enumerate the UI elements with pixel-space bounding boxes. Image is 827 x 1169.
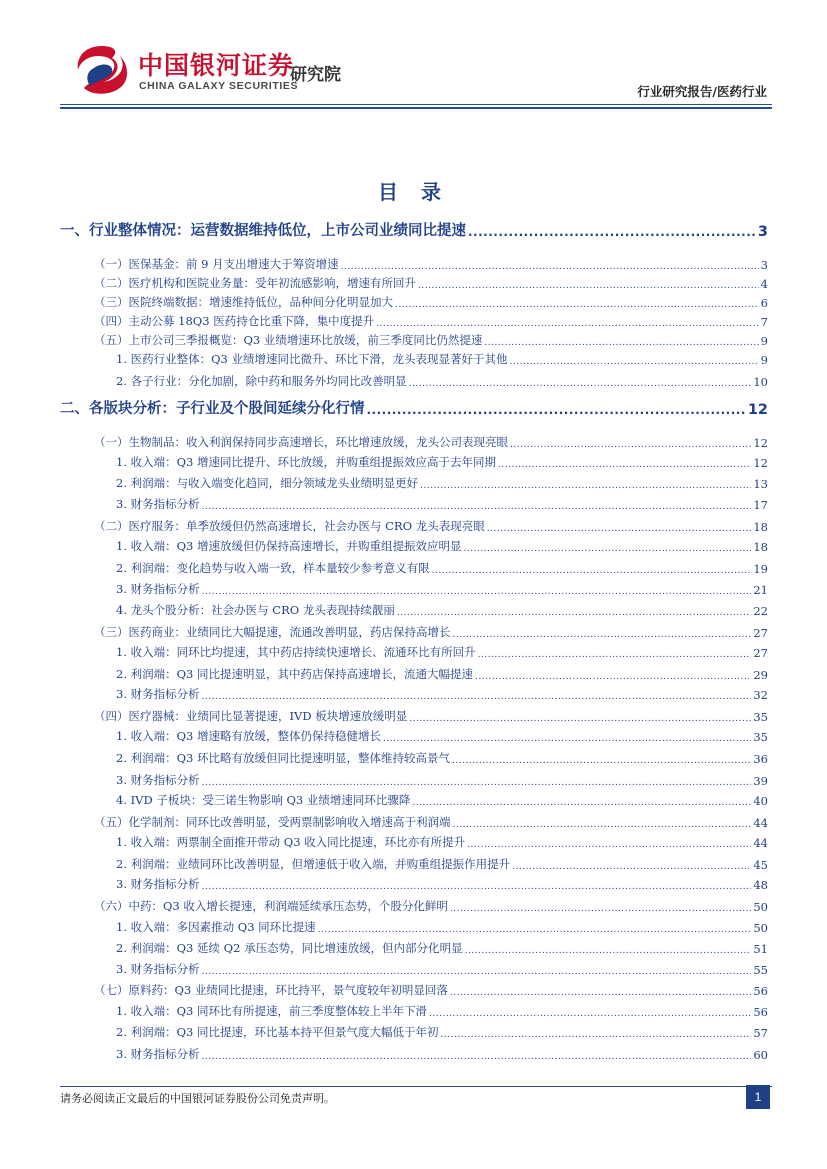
toc-entry-page: 50 xyxy=(753,900,768,914)
toc-entry-page: 3 xyxy=(757,224,768,240)
toc-entry-page: 27 xyxy=(753,646,768,660)
toc-entry-text: （三）医药商业：业绩同比大幅提速，流通改善明显，药店保持高增长 xyxy=(94,625,451,639)
toc-entry[interactable] xyxy=(60,328,768,348)
toc-leader-dots xyxy=(510,440,751,450)
toc-entry[interactable] xyxy=(60,577,768,597)
toc-entry-text: 3. 财务指标分析 xyxy=(116,687,200,701)
toc-entry-page: 9 xyxy=(760,334,768,348)
toc-entry[interactable] xyxy=(60,978,768,998)
toc-entry-text: 2. 利润端：变化趋势与收入端一致，样本量较少参考意义有限 xyxy=(116,561,430,575)
toc-entry-text: 2. 利润端：Q3 同比提速，环比基本持平但景气度大幅低于年初 xyxy=(116,1025,439,1039)
toc-entry-text: 2. 利润端：业绩同环比改善明显，但增速低于收入端，并购重组提振作用提升 xyxy=(116,857,511,871)
toc-entry[interactable] xyxy=(60,471,768,491)
toc-entry[interactable] xyxy=(60,999,768,1019)
toc-entry-page: 10 xyxy=(753,375,768,389)
toc-leader-dots xyxy=(475,672,751,682)
toc-entry-page: 50 xyxy=(753,921,768,935)
toc-leader-dots xyxy=(478,650,752,660)
toc-entry[interactable] xyxy=(60,534,768,554)
toc-entry-text: 1. 收入端：Q3 同环比有所提速，前三季度整体较上半年下滑 xyxy=(116,1004,428,1018)
toc-leader-dots xyxy=(441,1030,752,1040)
toc-entry[interactable] xyxy=(60,492,768,512)
toc-entry-page: 57 xyxy=(753,1026,768,1040)
toc-entry-page: 51 xyxy=(753,942,768,956)
toc-entry-text: （四）医疗器械：业绩同比显著提速，IVD 板块增速放缓明显 xyxy=(94,709,408,723)
toc-entry-page: 60 xyxy=(753,1048,768,1062)
toc-entry-page: 48 xyxy=(753,878,768,892)
toc-entry[interactable] xyxy=(60,872,768,892)
toc-entry[interactable] xyxy=(60,957,768,977)
toc-entry[interactable] xyxy=(60,936,768,956)
toc-entry-text: （五）上市公司三季报概览：Q3 业绩增速环比放缓，前三季度同比仍然提速 xyxy=(94,333,483,347)
toc-leader-dots xyxy=(367,402,746,418)
toc-entry[interactable] xyxy=(60,1042,768,1062)
toc-entry-page: 27 xyxy=(753,626,768,640)
toc-entry[interactable] xyxy=(60,788,768,808)
toc-entry-text: 1. 收入端：同环比均提速，其中药店持续快速增长、流通环比有所回升 xyxy=(116,645,476,659)
toc-entry[interactable] xyxy=(60,290,768,310)
toc-entry[interactable] xyxy=(60,430,768,450)
toc-entry[interactable] xyxy=(60,598,768,618)
toc-entry-text: 1. 医药行业整体：Q3 业绩增速同比微升、环比下滑，龙头表现显著好于其他 xyxy=(116,352,508,366)
institute-label: 研究院 xyxy=(290,65,341,85)
toc-entry-text: （一）生物制品：收入利润保持同步高速增长，环比增速放缓，龙头公司表现亮眼 xyxy=(94,435,508,449)
toc-entry-text: 3. 财务指标分析 xyxy=(116,1047,200,1061)
toc-entry-page: 45 xyxy=(753,858,768,872)
toc-leader-dots xyxy=(202,1052,752,1062)
toc-entry[interactable] xyxy=(60,450,768,470)
toc-entry-text: 3. 财务指标分析 xyxy=(116,962,200,976)
toc-leader-dots xyxy=(202,778,752,788)
toc-entry-page: 44 xyxy=(753,816,768,830)
header-rule xyxy=(60,104,772,105)
toc-entry[interactable] xyxy=(60,768,768,788)
toc-leader-dots xyxy=(465,946,752,956)
toc-leader-dots xyxy=(467,840,751,850)
toc-entry-text: 4. IVD 子板块：受三诺生物影响 Q3 业绩增速同环比骤降 xyxy=(116,793,411,807)
toc-entry[interactable] xyxy=(60,704,768,724)
toc-entry-text: 3. 财务指标分析 xyxy=(116,773,200,787)
toc-entry-text: 1. 收入端：Q3 增速放缓但仍保持高速增长，并购重组提振效应明显 xyxy=(116,539,462,553)
toc-entry-page: 6 xyxy=(760,296,768,310)
toc-leader-dots xyxy=(383,734,751,744)
toc-entry-text: （七）原料药：Q3 业绩同比提速，环比持平，景气度较年初明显回落 xyxy=(94,983,448,997)
toc-leader-dots xyxy=(512,862,751,872)
toc-leader-dots xyxy=(202,692,752,702)
toc-entry-text: （一）医保基金：前 9 月支出增速大于筹资增速 xyxy=(94,257,339,271)
toc-entry[interactable] xyxy=(60,810,768,830)
toc-entry[interactable] xyxy=(60,724,768,744)
toc-entry-text: 1. 收入端：Q3 增速略有放缓，整体仍保持稳健增长 xyxy=(116,729,382,743)
toc-entry-page: 12 xyxy=(753,436,768,450)
toc-entry-page: 17 xyxy=(753,498,768,512)
toc-entry[interactable] xyxy=(60,640,768,660)
toc-leader-dots xyxy=(510,357,759,367)
toc-entry-page: 22 xyxy=(753,604,768,618)
toc-entry[interactable] xyxy=(60,398,768,418)
toc-leader-dots xyxy=(468,224,756,240)
toc-entry-text: 2. 利润端：Q3 同比提速明显，其中药店保持高速增长，流通大幅提速 xyxy=(116,667,474,681)
toc-entry-page: 39 xyxy=(753,774,768,788)
toc-entry[interactable] xyxy=(60,220,768,240)
toc-entry-page: 55 xyxy=(753,963,768,977)
toc-entry[interactable] xyxy=(60,894,768,914)
toc-entry-page: 21 xyxy=(753,583,768,597)
toc-entry[interactable] xyxy=(60,662,768,682)
toc-leader-dots xyxy=(432,566,752,576)
toc-entry[interactable] xyxy=(60,556,768,576)
toc-entry-page: 3 xyxy=(760,258,768,272)
toc-leader-dots xyxy=(202,882,752,892)
toc-entry-page: 35 xyxy=(753,710,768,724)
toc-leader-dots xyxy=(397,608,752,618)
toc-entry[interactable] xyxy=(60,369,768,389)
toc-entry-page: 13 xyxy=(753,477,768,491)
toc-entry[interactable] xyxy=(60,271,768,291)
toc-leader-dots xyxy=(464,544,752,554)
toc-entry-page: 9 xyxy=(760,353,768,367)
toc-entry-page: 29 xyxy=(753,668,768,682)
toc-leader-dots xyxy=(487,524,752,534)
toc-leader-dots xyxy=(318,925,752,935)
toc-entry-text: 3. 财务指标分析 xyxy=(116,582,200,596)
toc-entry-text: （六）中药：Q3 收入增长提速，利润端延续承压态势，个股分化鲜明 xyxy=(94,899,448,913)
toc-entry-text: 一、行业整体情况：运营数据维持低位，上市公司业绩同比提速 xyxy=(60,223,466,239)
toc-leader-dots xyxy=(202,967,752,977)
toc-leader-dots xyxy=(452,756,751,766)
galaxy-logo-icon xyxy=(72,42,132,98)
toc-entry-text: 1. 收入端：多因素推动 Q3 同环比提速 xyxy=(116,920,316,934)
toc-entry[interactable] xyxy=(60,347,768,367)
toc-entry-page: 32 xyxy=(753,688,768,702)
toc-entry-page: 18 xyxy=(753,520,768,534)
toc-leader-dots xyxy=(453,820,752,830)
toc-entry-text: （三）医院终端数据：增速维持低位，品种间分化明显加大 xyxy=(94,295,393,309)
toc-entry[interactable] xyxy=(60,852,768,872)
toc-entry-page: 56 xyxy=(753,1005,768,1019)
toc-entry-page: 12 xyxy=(753,456,768,470)
toc-leader-dots xyxy=(409,714,751,724)
toc-leader-dots xyxy=(409,379,752,389)
toc-entry-text: 1. 收入端：Q3 增速同比提升、环比放缓，并购重组提振效应高于去年同期 xyxy=(116,455,497,469)
toc-entry-text: 1. 收入端：两票制全面推开带动 Q3 收入同比提速，环比亦有所提升 xyxy=(116,835,466,849)
disclaimer-text: 请务必阅读正文最后的中国银河证券股份公司免责声明。 xyxy=(60,1092,335,1105)
page-number-badge: 1 xyxy=(746,1085,770,1109)
toc-entry-page: 36 xyxy=(753,752,768,766)
toc-entry[interactable] xyxy=(60,746,768,766)
toc-entry-page: 7 xyxy=(760,315,768,329)
toc-entry-page: 56 xyxy=(753,984,768,998)
toc-entry-page: 19 xyxy=(753,562,768,576)
toc-entry-page: 4 xyxy=(760,277,768,291)
toc-title: 目 录 xyxy=(378,180,449,204)
toc-entry-text: 2. 利润端：与收入端变化趋同，细分领域龙头业绩明显更好 xyxy=(116,476,419,490)
toc-entry-page: 40 xyxy=(753,794,768,808)
toc-entry-text: （四）主动公募 18Q3 医药持仓比重下降，集中度提升 xyxy=(94,314,375,328)
toc-entry[interactable] xyxy=(60,252,768,272)
toc-entry[interactable] xyxy=(60,309,768,329)
toc-leader-dots xyxy=(450,988,751,998)
toc-entry-text: 3. 财务指标分析 xyxy=(116,877,200,891)
toc-entry-page: 12 xyxy=(747,402,768,418)
toc-entry-page: 18 xyxy=(753,540,768,554)
toc-entry[interactable] xyxy=(60,1020,768,1040)
toc-entry-page: 35 xyxy=(753,730,768,744)
toc-leader-dots xyxy=(202,587,752,597)
brand-name-en: CHINA GALAXY SECURITIES xyxy=(139,80,299,92)
toc-entry[interactable] xyxy=(60,830,768,850)
brand-name-cn: 中国银河证券 xyxy=(138,51,295,80)
toc-entry[interactable] xyxy=(60,682,768,702)
toc-entry[interactable] xyxy=(60,514,768,534)
toc-entry-text: 2. 利润端：Q3 环比略有放缓但同比提速明显，整体维持较高景气 xyxy=(116,751,451,765)
toc-entry-page: 44 xyxy=(753,836,768,850)
toc-entry-text: 2. 各子行业：分化加剧，除中药和服务外均同比改善明显 xyxy=(116,374,407,388)
toc-entry-text: （二）医疗服务：单季放缓但仍然高速增长，社会办医与 CRO 龙头表现亮眼 xyxy=(94,519,485,533)
toc-leader-dots xyxy=(453,630,752,640)
toc-entry-text: 二、各版块分析：子行业及个股间延续分化行情 xyxy=(60,401,365,417)
toc-entry-text: （二）医疗机构和医院业务量：受年初流感影响，增速有所回升 xyxy=(94,276,416,290)
toc-leader-dots xyxy=(429,1009,751,1019)
toc-entry-text: 4. 龙头个股分析：社会办医与 CRO 龙头表现持续靓丽 xyxy=(116,603,395,617)
toc-leader-dots xyxy=(450,904,751,914)
toc-leader-dots xyxy=(498,460,751,470)
toc-entry[interactable] xyxy=(60,915,768,935)
header-rule-thick xyxy=(60,107,772,109)
toc-leader-dots xyxy=(202,502,752,512)
footer-rule xyxy=(60,1086,772,1087)
report-type-label: 行业研究报告/医药行业 xyxy=(637,84,767,99)
toc-entry-text: 3. 财务指标分析 xyxy=(116,497,200,511)
page-header xyxy=(0,0,827,110)
toc-leader-dots xyxy=(420,481,751,491)
toc-entry-text: （五）化学制剂：同环比改善明显，受两票制影响收入增速高于利润端 xyxy=(94,815,451,829)
toc-entry-text: 2. 利润端：Q3 延续 Q2 承压态势，同比增速放缓，但内部分化明显 xyxy=(116,941,463,955)
toc-entry[interactable] xyxy=(60,620,768,640)
toc-leader-dots xyxy=(412,798,751,808)
